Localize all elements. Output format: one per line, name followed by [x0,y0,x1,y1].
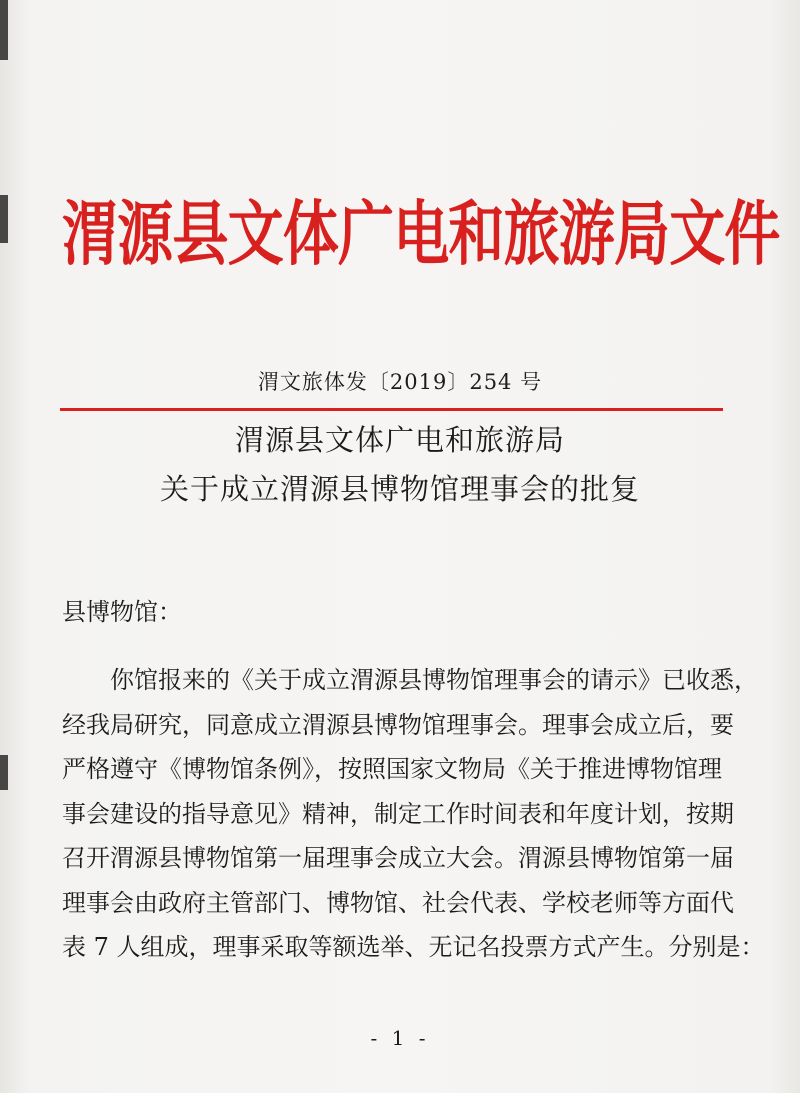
body-line: 经我局研究，同意成立渭源县博物馆理事会。理事会成立后，要 [62,710,734,739]
body-paragraph [62,658,765,970]
body-line: 你馆报来的《关于成立渭源县博物馆理事会的请示》已收悉， [110,666,758,694]
body-line: 表 7 人组成，理事采取等额选举、无记名投票方式产生。分别是： [62,933,765,961]
issuer-masthead: 渭源县文体广电和旅游局文件 [62,192,780,275]
body-line: 事会建设的指导意见》精神，制定工作时间表和年度计划，按期 [62,799,734,828]
page-number: - 1 - [370,1026,430,1050]
red-divider-rule [60,408,723,411]
document-number: 渭文旅体发〔2019〕254 号 [257,370,543,394]
document-title-line-2: 关于成立渭源县博物馆理事会的批复 [159,472,640,506]
scan-edge-mark [0,0,8,60]
salutation: 县博物馆： [62,598,182,626]
scan-edge-mark [0,755,8,790]
document-title-line-1: 渭源县文体广电和旅游局 [234,423,565,457]
body-line: 严格遵守《博物馆条例》，按照国家文物局《关于推进博物馆理 [62,755,722,783]
scan-edge-mark [0,195,8,243]
body-line: 召开渭源县博物馆第一届理事会成立大会。渭源县博物馆第一届 [62,844,734,872]
body-line: 理事会由政府主管部门、博物馆、社会代表、学校老师等方面代 [62,888,734,917]
